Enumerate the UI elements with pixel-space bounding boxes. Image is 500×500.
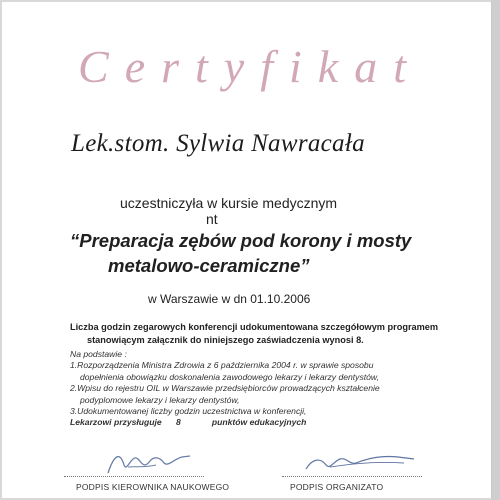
points-verb: przysługuje <box>113 417 162 428</box>
scientific-director-signature <box>104 447 194 477</box>
points-value: 8 <box>176 417 181 428</box>
course-title-line2: metalowo-ceramiczne” <box>108 255 310 276</box>
course-title <box>70 228 411 278</box>
certificate-title: Certyfikat <box>78 41 422 92</box>
signature-line-right <box>282 476 422 477</box>
points-label: Lekarzowi <box>70 417 112 428</box>
points-unit: punktów edukacyjnych <box>211 417 307 428</box>
hours-line2: stanowiącym załącznik do niniejszego zaświadczenia wynosi 8. <box>87 335 364 345</box>
signature-label-scientific-director: PODPIS KIEROWNIKA NAUKOWEGO <box>76 482 230 492</box>
basis-item-3: 3.Udokumentowanej liczby godzin uczestnictwa w konferencji, <box>70 406 307 417</box>
participation-text: uczestniczyła w kursie medycznym <box>120 195 338 211</box>
signature-label-organizer: PODPIS ORGANIZATO <box>290 482 384 492</box>
course-title-line1: “Preparacja zębów pod korony i mosty <box>70 230 412 251</box>
hours-line1: Liczba godzin zegarowych konferencji udokumentowana szczegółowym programem <box>70 322 439 332</box>
basis-item-1-cont: dopełnienia obowiązku doskonalenia zawodowego lekarzy i lekarzy dentystów, <box>80 371 380 382</box>
legal-basis <box>70 349 480 429</box>
points-line <box>70 417 480 428</box>
organizer-signature <box>300 447 420 477</box>
place-date: w Warszawie w dn 01.10.2006 <box>148 292 311 306</box>
basis-item-2: 2.Wpisu do rejestru OIL w Warszawie przedsiębiorców prowadzących kształcenie <box>70 383 380 394</box>
signature-line-left <box>64 476 204 477</box>
basis-item-2-cont: podyplomowe lekarzy i lekarzy dentystów, <box>80 394 240 405</box>
hours-statement <box>70 321 470 347</box>
basis-header: Na podstawie : <box>70 349 127 359</box>
basis-item-1: 1.Rozporządzenia Ministra Zdrowia z 6 października 2004 r. w sprawie sposobu <box>70 360 374 371</box>
nt-text: nt <box>206 211 218 227</box>
recipient-name: Lek.stom. Sylwia Nawracała <box>71 130 365 157</box>
